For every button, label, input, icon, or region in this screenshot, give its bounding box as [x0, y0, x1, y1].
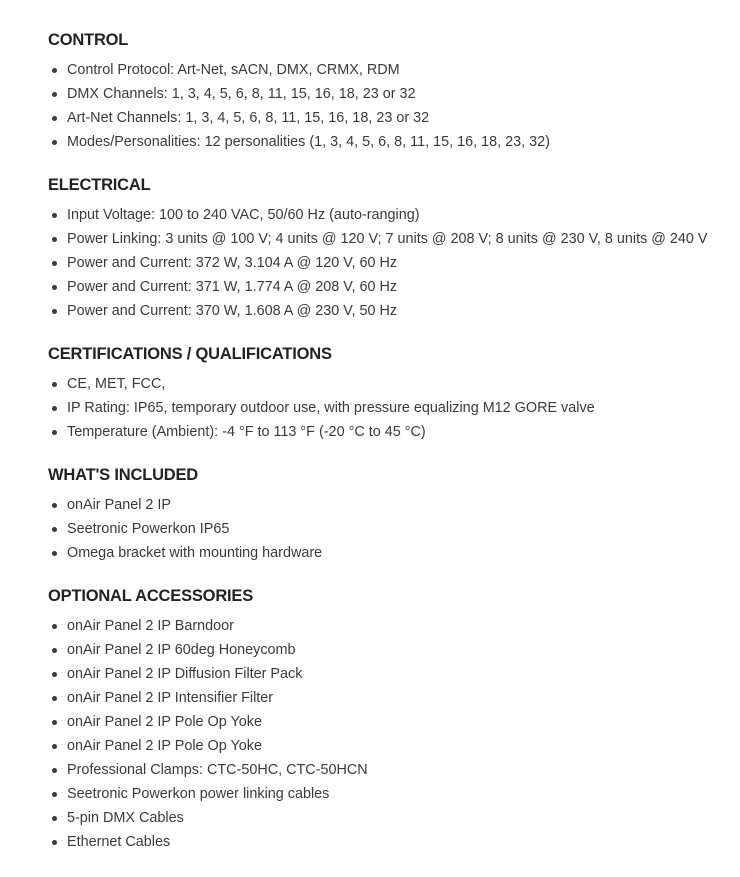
list-item: [48, 396, 728, 420]
list-item: [48, 251, 728, 275]
list-item: [48, 275, 728, 299]
section-title: ELECTRICAL: [48, 176, 151, 194]
bullet-icon: [52, 309, 57, 314]
bullet-icon: [52, 503, 57, 508]
section-certifications: [48, 344, 728, 444]
list-item: [48, 614, 728, 638]
list-item-text: Power and Current: 370 W, 1.608 A @ 230 V, 50 Hz: [67, 303, 398, 319]
list-item: [48, 130, 728, 154]
bullet-icon: [52, 792, 57, 797]
list-item: [48, 638, 728, 662]
list-item: [48, 106, 728, 130]
list-item-text: onAir Panel 2 IP Pole Op Yoke: [67, 714, 262, 730]
bullet-icon: [52, 213, 57, 218]
bullet-icon: [52, 68, 57, 73]
list-item-text: Ethernet Cables: [67, 834, 171, 850]
list-item-text: 5-pin DMX Cables: [67, 810, 184, 826]
list-item: [48, 227, 728, 251]
list-item-text: Omega bracket with mounting hardware: [67, 545, 323, 561]
bullet-icon: [52, 696, 57, 701]
section-whats-included: [48, 465, 728, 565]
list-item: [48, 758, 728, 782]
bullet-icon: [52, 285, 57, 290]
list-item: [48, 372, 728, 396]
section-optional-accessories: [48, 586, 728, 854]
list-item-text: CE, MET, FCC,: [67, 376, 166, 392]
list-item: [48, 517, 728, 541]
spec-list: [48, 614, 728, 854]
section-title: CERTIFICATIONS / QUALIFICATIONS: [48, 345, 332, 363]
spec-list: [48, 203, 728, 323]
list-item-text: onAir Panel 2 IP Pole Op Yoke: [67, 738, 262, 754]
list-item-text: DMX Channels: 1, 3, 4, 5, 6, 8, 11, 15, 16, 18, 23 or 32: [67, 86, 416, 102]
bullet-icon: [52, 816, 57, 821]
bullet-icon: [52, 744, 57, 749]
list-item-text: Professional Clamps: CTC-50HC, CTC-50HCN: [67, 762, 368, 778]
bullet-icon: [52, 92, 57, 97]
bullet-icon: [52, 382, 57, 387]
bullet-icon: [52, 672, 57, 677]
list-item: [48, 830, 728, 854]
bullet-icon: [52, 406, 57, 411]
list-item-text: Power Linking: 3 units @ 100 V; 4 units @ 120 V; 7 units @ 208 V; 8 units @ 230 V, 8 units @ 240 V: [67, 231, 708, 247]
list-item: [48, 782, 728, 806]
list-item-text: Power and Current: 371 W, 1.774 A @ 208 V, 60 Hz: [67, 279, 398, 295]
list-item-text: onAir Panel 2 IP Diffusion Filter Pack: [67, 666, 303, 682]
spec-list: [48, 58, 728, 154]
bullet-icon: [52, 261, 57, 266]
list-item: [48, 299, 728, 323]
bullet-icon: [52, 648, 57, 653]
section-title: WHAT'S INCLUDED: [48, 466, 199, 484]
list-item: [48, 541, 728, 565]
list-item: [48, 203, 728, 227]
list-item: [48, 710, 728, 734]
bullet-icon: [52, 140, 57, 145]
list-item: [48, 686, 728, 710]
list-item-text: onAir Panel 2 IP 60deg Honeycomb: [67, 642, 296, 658]
list-item-text: Art-Net Channels: 1, 3, 4, 5, 6, 8, 11, 15, 16, 18, 23 or 32: [67, 110, 430, 126]
list-item: [48, 82, 728, 106]
spec-content: [48, 30, 728, 875]
list-item: [48, 58, 728, 82]
bullet-icon: [52, 237, 57, 242]
list-item: [48, 493, 728, 517]
bullet-icon: [52, 430, 57, 435]
bullet-icon: [52, 768, 57, 773]
spec-list: [48, 372, 728, 444]
list-item-text: Power and Current: 372 W, 3.104 A @ 120 V, 60 Hz: [67, 255, 398, 271]
bullet-icon: [52, 551, 57, 556]
list-item-text: onAir Panel 2 IP Intensifier Filter: [67, 690, 274, 706]
section-title: CONTROL: [48, 31, 129, 49]
bullet-icon: [52, 840, 57, 845]
list-item: [48, 806, 728, 830]
list-item-text: Control Protocol: Art-Net, sACN, DMX, CRMX, RDM: [67, 62, 400, 78]
section-control: [48, 30, 728, 154]
list-item: [48, 734, 728, 758]
list-item-text: Seetronic Powerkon IP65: [67, 521, 230, 537]
list-item-text: IP Rating: IP65, temporary outdoor use, with pressure equalizing M12 GORE valve: [67, 400, 595, 416]
section-title: OPTIONAL ACCESSORIES: [48, 587, 254, 605]
bullet-icon: [52, 624, 57, 629]
section-electrical: [48, 175, 728, 323]
list-item-text: Input Voltage: 100 to 240 VAC, 50/60 Hz (auto-ranging): [67, 207, 420, 223]
bullet-icon: [52, 116, 57, 121]
list-item-text: Seetronic Powerkon power linking cables: [67, 786, 330, 802]
list-item: [48, 420, 728, 444]
list-item-text: onAir Panel 2 IP Barndoor: [67, 618, 234, 634]
spec-list: [48, 493, 728, 565]
list-item-text: Modes/Personalities: 12 personalities (1, 3, 4, 5, 6, 8, 11, 15, 16, 18, 23, 32): [67, 134, 550, 150]
bullet-icon: [52, 527, 57, 532]
bullet-icon: [52, 720, 57, 725]
list-item: [48, 662, 728, 686]
list-item-text: Temperature (Ambient): -4 °F to 113 °F (-20 °C to 45 °C): [67, 424, 426, 440]
list-item-text: onAir Panel 2 IP: [67, 497, 171, 513]
